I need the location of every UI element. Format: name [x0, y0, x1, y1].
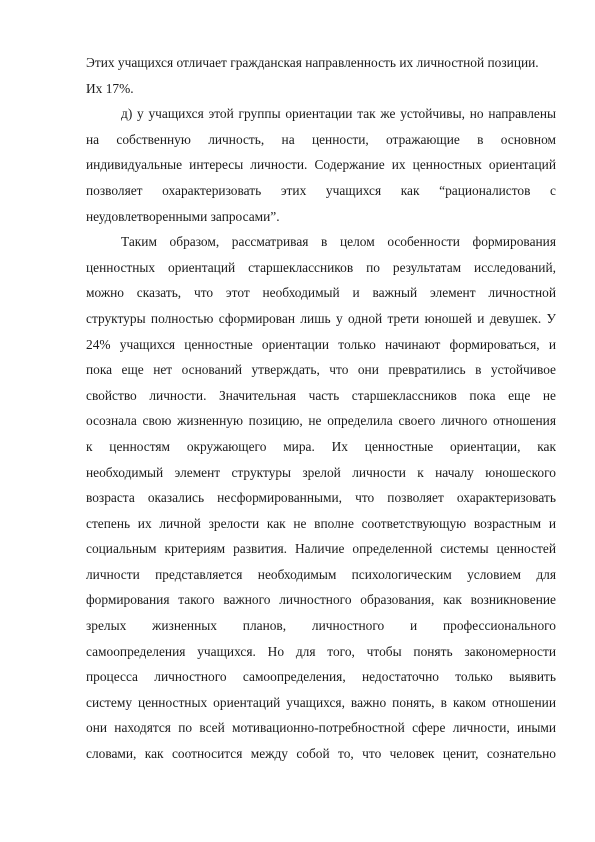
paragraph-start-line: д) у учащихся этой группы ориентации так же устойчивы, но направлены: [121, 106, 556, 122]
text-line: формирования такого важного личностного образования, как возникновение: [86, 592, 556, 608]
text-line: на собственную личность, на ценности, отражающие в основном: [86, 131, 556, 147]
text-line: пока еще нет оснований утверждать, что они превратились в устойчивое: [86, 362, 556, 378]
text-line: они находятся по всей мотивационно-потребностной сфере личности, иными: [86, 720, 556, 736]
text-line: возраста оказались несформированными, что позволяет охарактеризовать: [86, 490, 556, 506]
text-line: ценностных ориентаций старшеклассников по результатам исследований,: [86, 259, 556, 275]
text-line: структуры полностью сформирован лишь у одной трети юношей и девушек. У: [86, 310, 556, 326]
text-line: словами, как соотносится между собой то, что человек ценит, сознательно: [86, 746, 556, 762]
text-line: индивидуальные интересы личности. Содержание их ценностных ориентаций: [86, 157, 556, 173]
body-text: [86, 50, 556, 767]
text-line: социальным критериям развития. Наличие определенной системы ценностей: [86, 541, 556, 557]
text-line: 24% учащихся ценностные ориентации только начинают формироваться, и: [86, 336, 556, 352]
text-line: самоопределения учащихся. Но для того, чтобы понять закономерности: [86, 643, 556, 659]
text-line: систему ценностных ориентаций учащихся, важно понять, в каком отношении: [86, 694, 556, 710]
text-line: можно сказать, что этот необходимый и важный элемент личностной: [86, 285, 556, 301]
text-line: Этих учащихся отличает гражданская направленность их личностной позиции.: [86, 55, 539, 70]
text-line: зрелых жизненных планов, личностного и профессионального: [86, 618, 556, 634]
text-line: Их 17%.: [86, 80, 134, 96]
text-line: осознала свою жизненную позицию, не определила своего личного отношения: [86, 413, 556, 429]
paragraph-end-line: неудовлетворенными запросами”.: [86, 208, 280, 224]
text-line: свойство личности. Значительная часть старшеклассников пока еще не: [86, 387, 556, 403]
text-line: личности представляется необходимым психологическим условием для: [86, 566, 556, 582]
text-line: позволяет охарактеризовать этих учащихся как “рационалистов с: [86, 182, 556, 198]
text-line: к ценностям окружающего мира. Их ценностные ориентации, как: [86, 438, 556, 454]
paragraph-start-line: Таким образом, рассматривая в целом особенности формирования: [121, 234, 556, 250]
text-line: необходимый элемент структуры зрелой личности к началу юношеского: [86, 464, 556, 480]
text-line: процесса личностного самоопределения, недостаточно только выявить: [86, 669, 556, 685]
text-line: степень их личной зрелости как не вполне соответствующую возрастным и: [86, 515, 556, 531]
